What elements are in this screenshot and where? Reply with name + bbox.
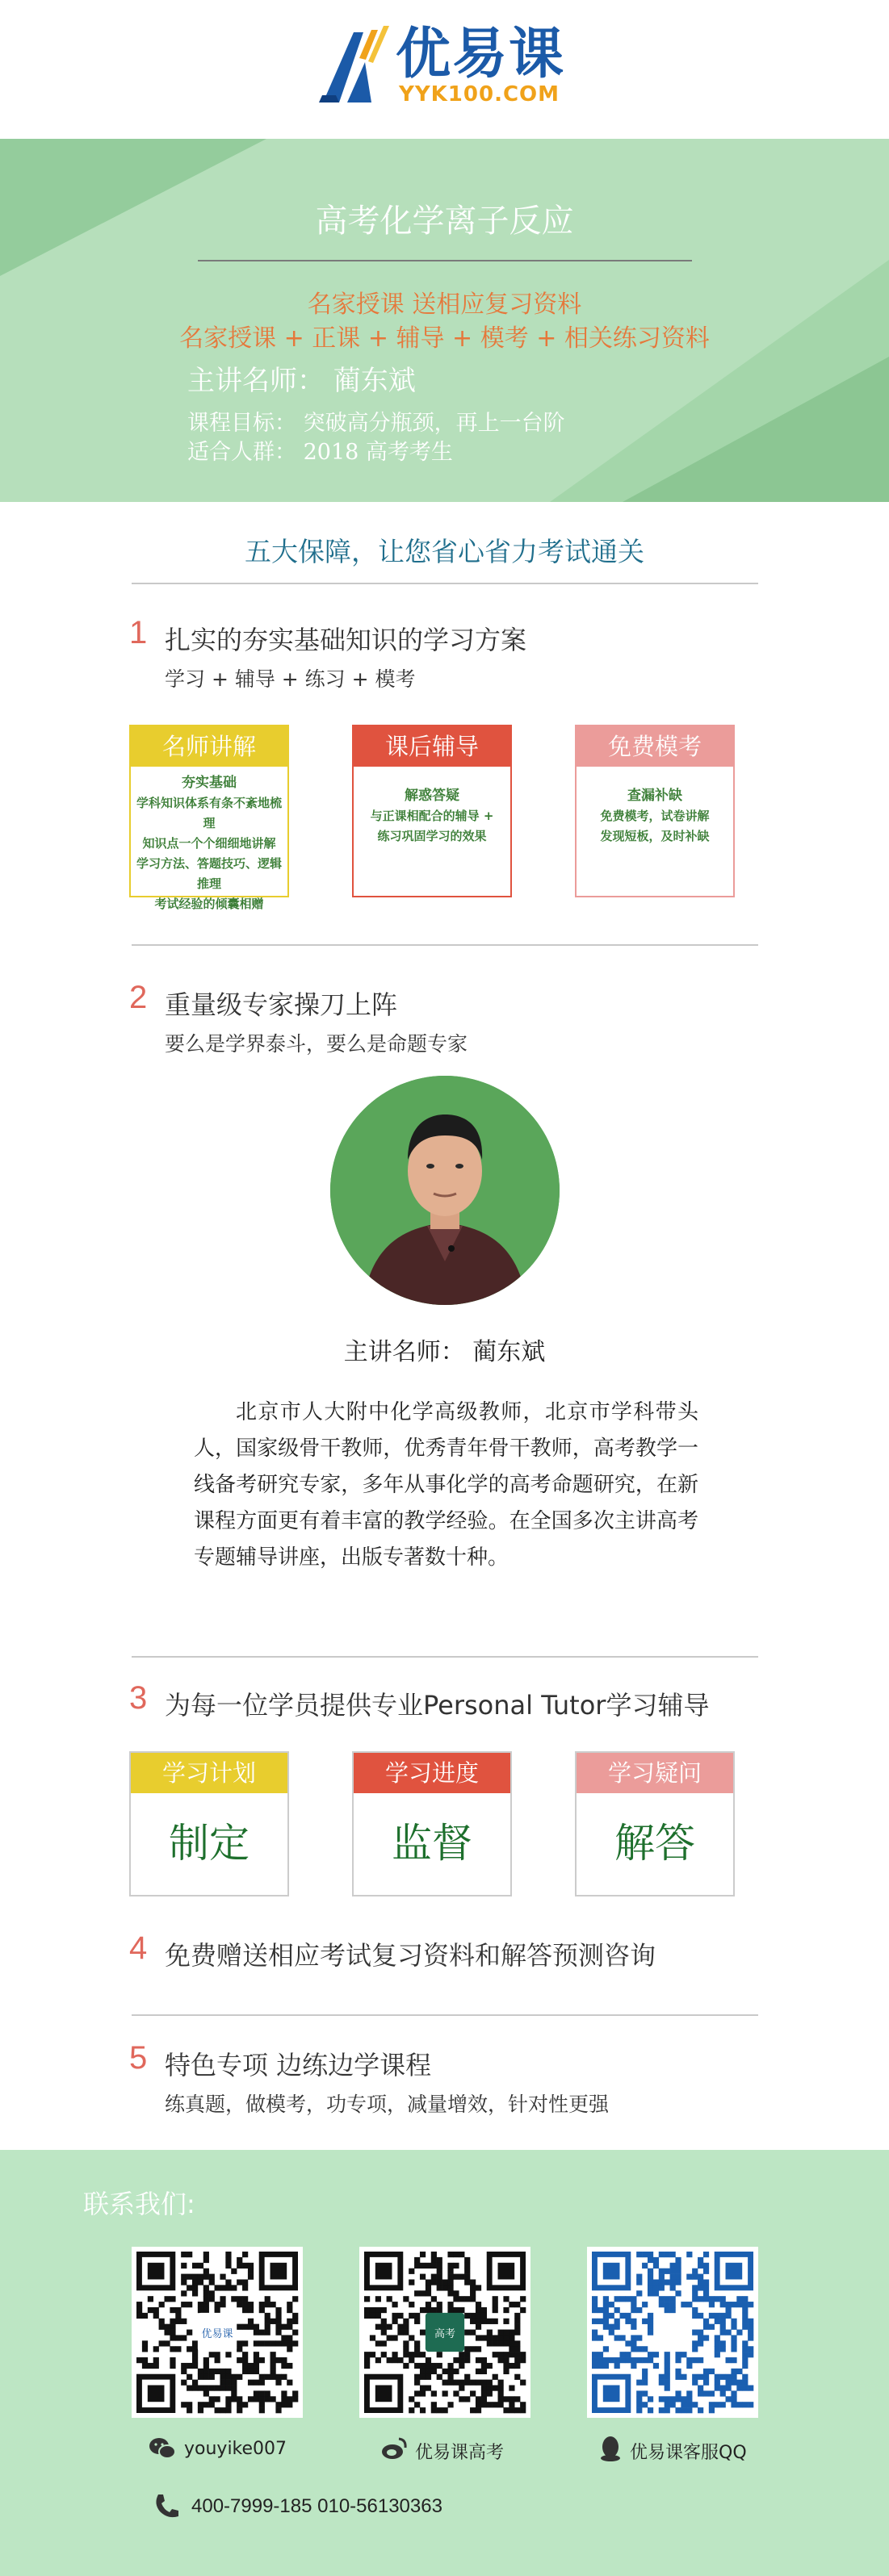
weibo-icon (380, 2434, 409, 2463)
logo-mark-icon (315, 26, 392, 107)
card-caption: 学习疑问 (577, 1753, 733, 1793)
course-audience: 适合人群： 2018 高考考生 (187, 440, 453, 465)
weibo-qr-code[interactable] (359, 2247, 530, 2418)
weibo-name: 优易课高考 (415, 2443, 505, 2463)
banner-highlight-1: 名家授课 送相应复习资料 (307, 291, 582, 319)
teacher-bio: 北京市人大附中化学高级教师，北京市学科带头人，国家级骨干教师，优秀青年骨干教师，高考教学一线备考研究专家，多年从事化学的高考命题研究，在新课程方面更有着丰富的教学经验。在全国多次主讲高考专题辅导讲座，出版专著数十种。 (194, 1400, 698, 1570)
divider (132, 1656, 758, 1658)
card-line: 练习巩固学习的效果 (377, 829, 487, 843)
course-goal: 课程目标： 突破高分瓶颈，再上一台阶 (187, 411, 565, 436)
card-body (577, 767, 733, 853)
item-title: 为每一位学员提供专业Personal Tutor学习辅导 (165, 1690, 710, 1721)
card-line: 发现短板，及时补缺 (600, 829, 710, 843)
divider (132, 2014, 758, 2016)
phone-icon (152, 2492, 181, 2521)
logo[interactable] (315, 21, 581, 110)
card-body-title: 夯实基础 (182, 775, 237, 791)
card-action: 制定 (169, 1820, 250, 1867)
qr-code-icon (587, 2247, 758, 2418)
teacher-photo (330, 1076, 560, 1305)
banner-teacher: 主讲名师： 蔺东斌 (187, 365, 416, 397)
qq-service-label: 优易课客服QQ (630, 2443, 747, 2463)
card-caption: 学习计划 (131, 1753, 287, 1793)
card-body (354, 767, 510, 853)
teacher-portrait-icon (330, 1076, 560, 1305)
teacher-name: 主讲名师： 蔺东斌 (343, 1338, 546, 1366)
item-subtitle: 学习 + 辅导 + 练习 + 模考 (165, 667, 416, 691)
contact-footer (0, 2150, 889, 2576)
item-subtitle: 练真题，做模考，功专项，减量增效，针对性更强 (165, 2093, 610, 2116)
qq-qr-code[interactable] (587, 2247, 758, 2418)
item-number: 4 (129, 1930, 148, 1966)
card-line: 免费模考，试卷讲解 (600, 809, 710, 823)
card-line: 考试经验的倾囊相赠 (154, 897, 264, 911)
card-caption: 免费模考 (577, 726, 733, 767)
card-mock-exam (575, 725, 735, 897)
item-number: 2 (129, 980, 148, 1015)
banner-highlight-2: 名家授课 + 正课 + 辅导 + 模考 + 相关练习资料 (179, 324, 710, 353)
divider (132, 944, 758, 946)
card-line: 学习方法、答题技巧、逻辑推理 (136, 856, 282, 891)
qr-code-icon (132, 2247, 303, 2418)
banner-decoration-right (623, 357, 889, 502)
guarantee-heading: 五大保障，让您省心省力考试通关 (245, 536, 644, 567)
card-caption: 名师讲解 (131, 726, 287, 767)
card-line: 与正课相配合的辅导 + (370, 809, 494, 823)
card-body-title: 解惑答疑 (405, 788, 459, 804)
logo-domain: YYK100.COM (399, 82, 560, 107)
tutor-card-questions (575, 1751, 735, 1896)
contact-heading: 联系我们: (83, 2189, 195, 2219)
qr-center-text: 优易课 (201, 2328, 233, 2340)
card-caption: 课后辅导 (354, 726, 510, 767)
card-tutoring (352, 725, 512, 897)
wechat-icon (148, 2434, 177, 2463)
card-action: 监督 (392, 1820, 472, 1867)
wechat-id: youyike007 (184, 2439, 287, 2459)
card-caption: 学习进度 (354, 1753, 510, 1793)
item-number: 1 (129, 615, 148, 650)
card-action: 解答 (614, 1820, 695, 1867)
header (0, 0, 889, 139)
item-title: 免费赠送相应考试复习资料和解答预测咨询 (165, 1940, 656, 1971)
qr-center-text: 高考 (434, 2328, 456, 2340)
card-body-title: 查漏补缺 (627, 788, 682, 804)
divider (132, 583, 758, 584)
card-lecture (129, 725, 289, 911)
item-number: 5 (129, 2040, 148, 2076)
card-line: 学科知识体系有条不紊地梳理 (136, 796, 282, 830)
course-banner (0, 139, 889, 502)
item-subtitle: 要么是学界泰斗，要么是命题专家 (165, 1032, 468, 1056)
course-title: 高考化学离子反应 (315, 203, 574, 240)
tutor-card-progress (352, 1751, 512, 1896)
item-number: 3 (129, 1680, 148, 1716)
qq-icon (596, 2434, 625, 2463)
banner-divider (198, 260, 692, 261)
phone-numbers: 400-7999-185 010-56130363 (191, 2495, 442, 2517)
item-title: 重量级专家操刀上阵 (165, 989, 398, 1020)
logo-text: 优易课 (396, 23, 566, 86)
item-title: 扎实的夯实基础知识的学习方案 (165, 625, 527, 655)
qr-code-icon (359, 2247, 530, 2418)
item-title: 特色专项 边练边学课程 (165, 2050, 432, 2080)
tutor-card-plan (129, 1751, 289, 1896)
card-body (131, 767, 287, 921)
card-line: 知识点一个个细细地讲解 (142, 836, 276, 851)
wechat-qr-code[interactable] (132, 2247, 303, 2418)
